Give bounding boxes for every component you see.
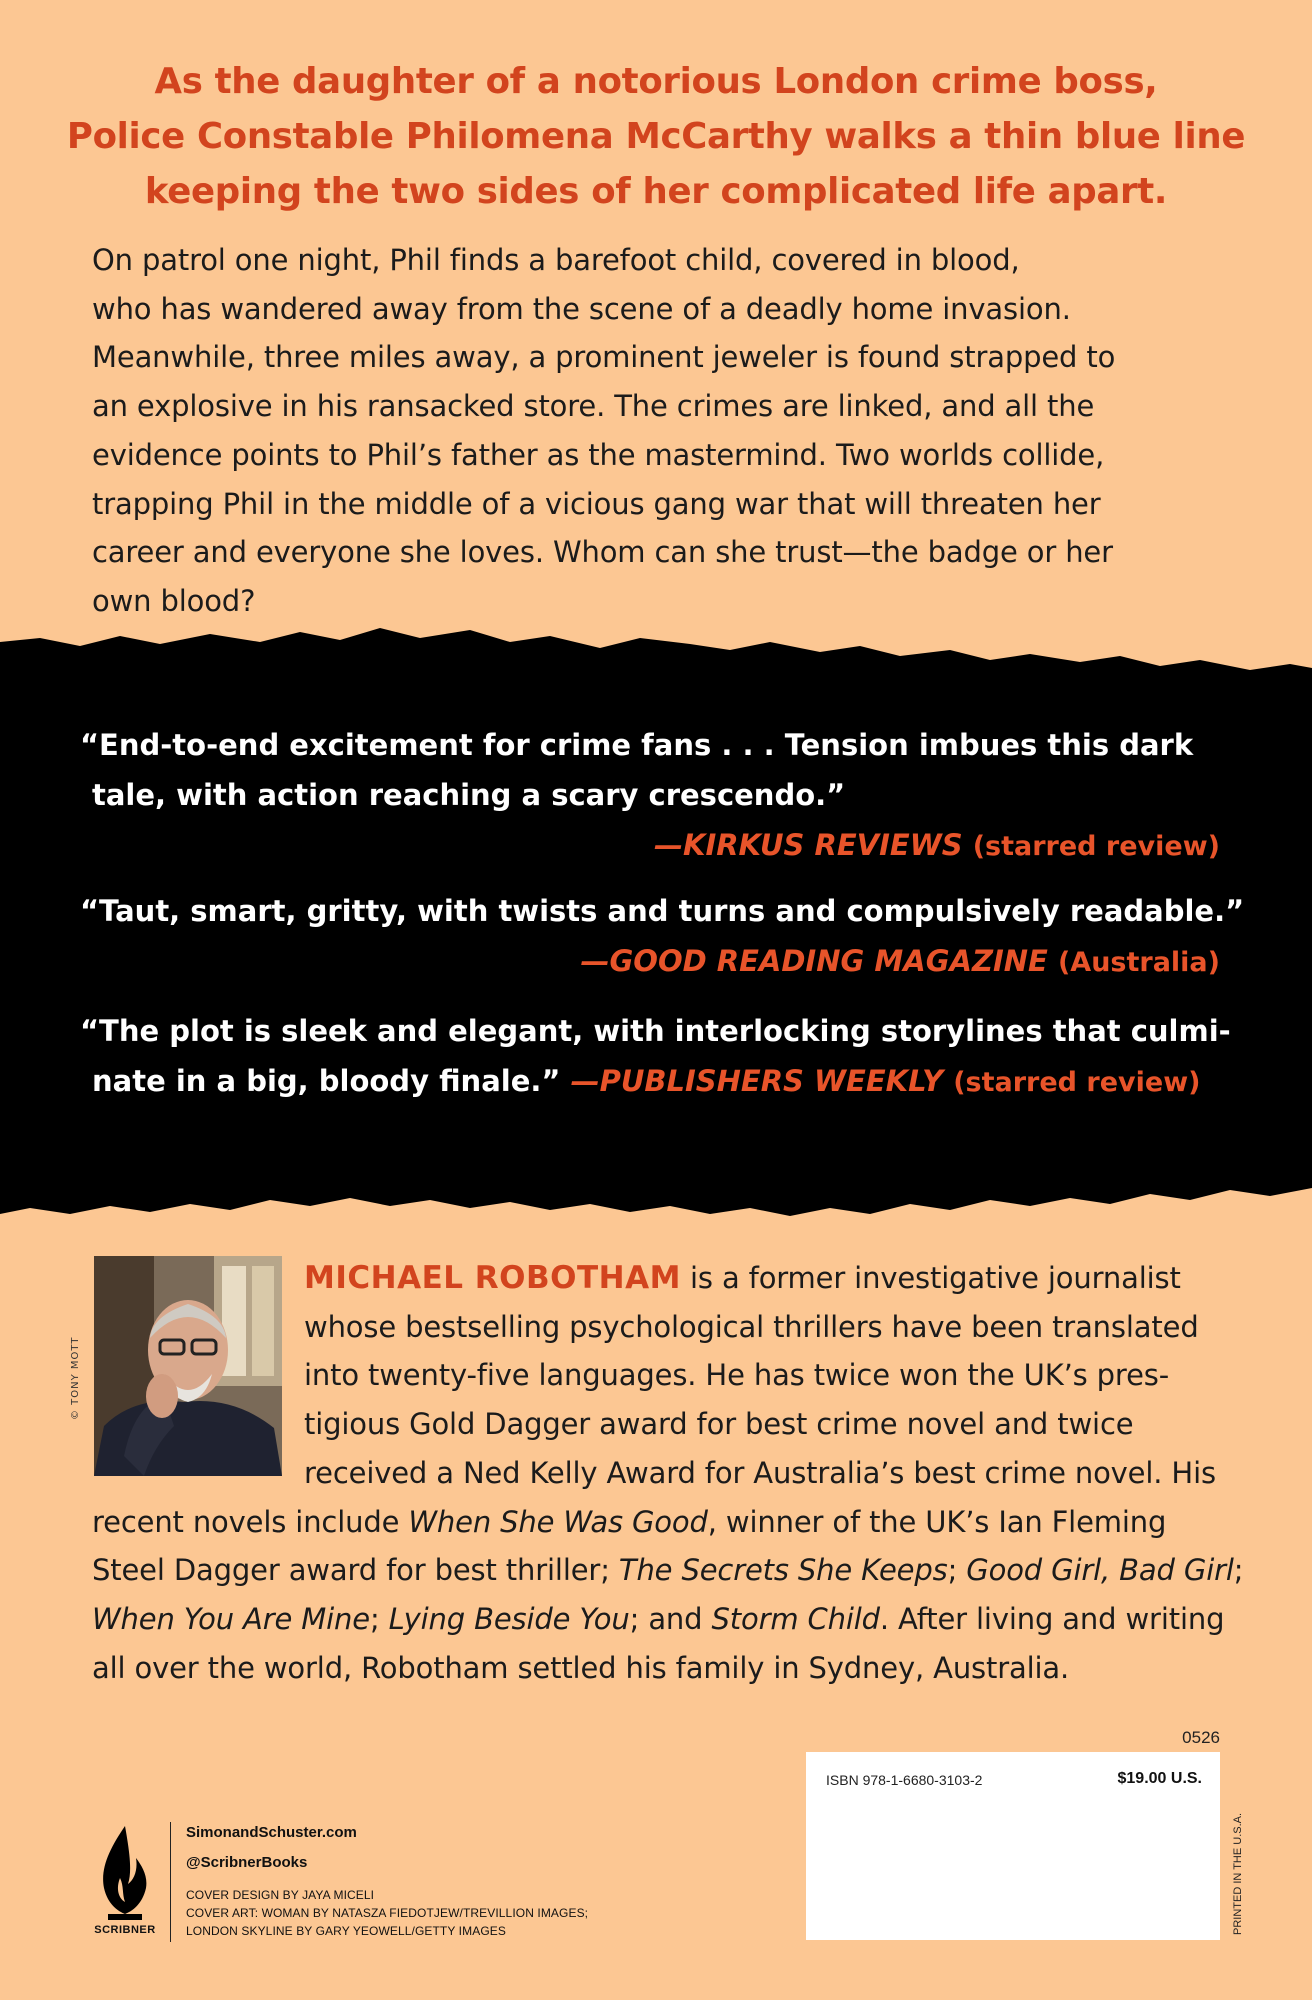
synopsis-line: own blood?	[92, 583, 256, 618]
book-title: Good Girl, Bad Girl	[966, 1553, 1234, 1588]
bio-line	[92, 1498, 1232, 1547]
book-title: Lying Beside You	[388, 1601, 630, 1636]
bio-line: all over the world, Robotham settled his family in Sydney, Australia.	[92, 1650, 1070, 1685]
review-quote	[80, 720, 1220, 872]
bio-text: recent novels include	[92, 1504, 409, 1539]
headline-line: keeping the two sides of her complicated life apart.	[144, 171, 1168, 212]
author-name: MICHAEL ROBOTHAM	[304, 1260, 681, 1296]
quote-source-note: (starred review)	[972, 831, 1220, 862]
bio-text: . After living and writing	[879, 1601, 1225, 1636]
bio-line: received a Ned Kelly Award for Australia’s best crime novel. His	[304, 1455, 1216, 1490]
publisher-logo-text: SCRIBNER	[94, 1924, 156, 1936]
synopsis	[92, 236, 1232, 626]
bio-line: into twenty-five languages. He has twice won the UK’s pres-	[304, 1358, 1170, 1393]
review-quotes	[80, 720, 1245, 1108]
bio-line: whose bestselling psychological thrillers have been translated	[304, 1309, 1199, 1344]
synopsis-line: evidence points to Phil’s father as the mastermind. Two worlds collide,	[92, 437, 1105, 472]
bio-text: Steel Dagger award for best thriller;	[92, 1553, 619, 1588]
bio-text: , winner of the UK’s Ian Fleming	[707, 1504, 1167, 1539]
cover-credit: LONDON SKYLINE BY GARY YEOWELL/GETTY IMAGES	[186, 1924, 506, 1938]
headline-line: As the daughter of a notorious London crime boss,	[154, 61, 1158, 102]
synopsis-line: who has wandered away from the scene of a deadly home invasion.	[92, 291, 1071, 326]
quote-text: “Taut, smart, gritty, with twists and turns and compulsively readable.”	[80, 894, 1245, 928]
bio-text: ;	[947, 1553, 967, 1588]
quote-source-note: (starred review)	[953, 1067, 1201, 1098]
book-title: Storm Child	[711, 1601, 880, 1636]
review-quote	[80, 886, 1245, 988]
barcode-box	[806, 1752, 1220, 1940]
headline-line: Police Constable Philomena McCarthy walks a thin blue line	[66, 116, 1246, 157]
bio-text: is a former investigative journalist	[680, 1261, 1181, 1295]
headline	[60, 54, 1252, 219]
bio-line	[92, 1254, 1232, 1303]
quote-text: “End-to-end excitement for crime fans . . . Tension imbues this dark	[80, 728, 1194, 762]
synopsis-line: Meanwhile, three miles away, a prominent jeweler is found strapped to	[92, 340, 1116, 375]
book-title: When You Are Mine	[92, 1601, 370, 1636]
author-bio	[92, 1254, 1244, 1692]
synopsis-line: trapping Phil in the middle of a vicious gang war that will threaten her	[92, 486, 1101, 521]
quote-source: —GOOD READING MAGAZINE	[580, 944, 1048, 978]
spacer	[186, 1878, 588, 1886]
bio-text: ; and	[629, 1601, 712, 1636]
synopsis-line: career and everyone she loves. Whom can she trust—the badge or her	[92, 535, 1113, 570]
quote-line	[80, 1056, 1220, 1108]
quote-source: —PUBLISHERS WEEKLY	[570, 1064, 944, 1098]
publisher-info	[186, 1818, 588, 1940]
synopsis-line: an explosive in his ransacked store. The crimes are linked, and all the	[92, 389, 1095, 424]
bio-text: ;	[1233, 1553, 1244, 1588]
quote-source: —KIRKUS REVIEWS	[653, 828, 963, 862]
synopsis-line: On patrol one night, Phil finds a barefoot child, covered in blood,	[92, 243, 1020, 277]
quote-attribution	[80, 936, 1220, 988]
price: $19.00 U.S.	[1117, 1770, 1202, 1787]
book-title: When She Was Good	[408, 1504, 708, 1539]
quote-text: tale, with action reaching a scary crescendo.”	[92, 778, 846, 812]
quote-text: nate in a big, bloody finale.”	[92, 1064, 561, 1098]
bio-line	[92, 1595, 1232, 1644]
photo-credit: © TONY MOTT	[70, 1336, 81, 1420]
publisher-social-handle[interactable]: @ScribnerBooks	[186, 1854, 308, 1871]
cover-credit: COVER DESIGN BY JAYA MICELI	[186, 1888, 375, 1902]
quote-source-note: (Australia)	[1057, 947, 1220, 978]
review-quote	[80, 1006, 1231, 1108]
book-title: The Secrets She Keeps	[618, 1553, 948, 1588]
quote-text: “The plot is sleek and elegant, with interlocking storylines that culmi-	[80, 1014, 1231, 1048]
publisher-divider	[170, 1822, 171, 1942]
cover-credit: COVER ART: WOMAN BY NATASZA FIEDOTJEW/TREVILLION IMAGES;	[186, 1906, 589, 1920]
publisher-site-link[interactable]: SimonandSchuster.com	[186, 1824, 357, 1841]
quote-attribution	[80, 820, 1220, 872]
price-code: 0526	[1182, 1728, 1220, 1747]
isbn: ISBN 978-1-6680-3103-2	[826, 1772, 983, 1788]
bio-line: tigious Gold Dagger award for best crime novel and twice	[304, 1407, 1134, 1442]
bio-line	[92, 1546, 1244, 1595]
bio-text: ;	[369, 1601, 389, 1636]
printed-in: PRINTED IN THE U.S.A.	[1232, 1812, 1244, 1935]
